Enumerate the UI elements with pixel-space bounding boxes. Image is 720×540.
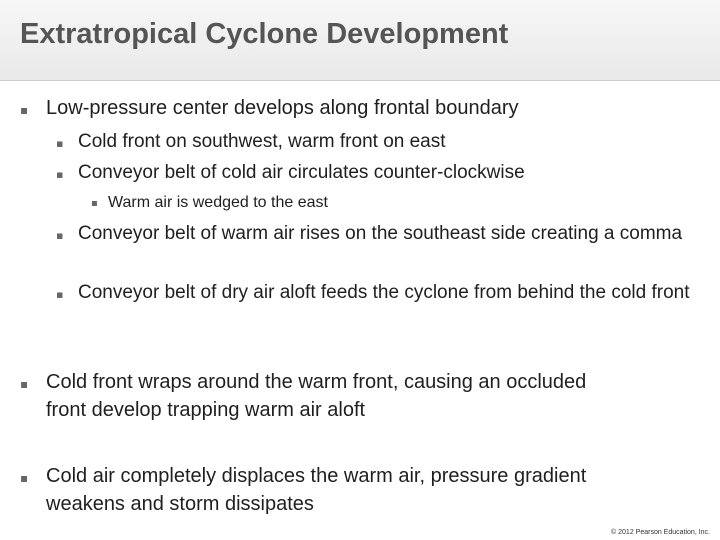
bullet-marker: ▪ xyxy=(20,471,29,485)
bullet-text: Conveyor belt of warm air rises on the southeast side creating a comma xyxy=(78,223,683,244)
slide-title: Extratropical Cyclone Development xyxy=(20,18,509,50)
bullet-text: Cold air completely displaces the warm air, pressure gradient weakens and storm dissipates xyxy=(46,465,587,515)
copyright-footer: © 2012 Pearson Education, Inc. xyxy=(611,529,710,536)
bullet-text: Low-pressure center develops along frontal boundary xyxy=(46,97,519,119)
bullet-level2 xyxy=(56,221,696,249)
bullet-marker: ▪ xyxy=(56,137,64,150)
bullet-text: Conveyor belt of dry air aloft feeds the cyclone from behind the cold front xyxy=(78,282,690,303)
bullet-marker: ▪ xyxy=(91,198,98,209)
bullet-text: Cold front on southwest, warm front on east xyxy=(78,131,446,152)
bullet-level1 xyxy=(20,368,620,424)
bullet-marker: ▪ xyxy=(20,377,29,391)
bullet-level1 xyxy=(20,94,710,124)
bullet-marker: ▪ xyxy=(56,229,64,242)
bullet-marker: ▪ xyxy=(56,168,64,181)
bullet-level2 xyxy=(56,280,696,308)
bullet-level1 xyxy=(20,462,620,518)
bullet-level3 xyxy=(91,192,710,215)
bullet-marker: ▪ xyxy=(56,288,64,301)
bullet-text: Warm air is wedged to the east xyxy=(108,194,328,211)
bullet-marker: ▪ xyxy=(20,103,29,117)
bullet-level2 xyxy=(56,160,710,188)
bullet-level2 xyxy=(56,129,710,157)
bullet-text: Cold front wraps around the warm front, causing an occluded front develop trapping warm air aloft xyxy=(46,371,587,421)
bullet-text: Conveyor belt of cold air circulates counter-clockwise xyxy=(78,162,525,183)
